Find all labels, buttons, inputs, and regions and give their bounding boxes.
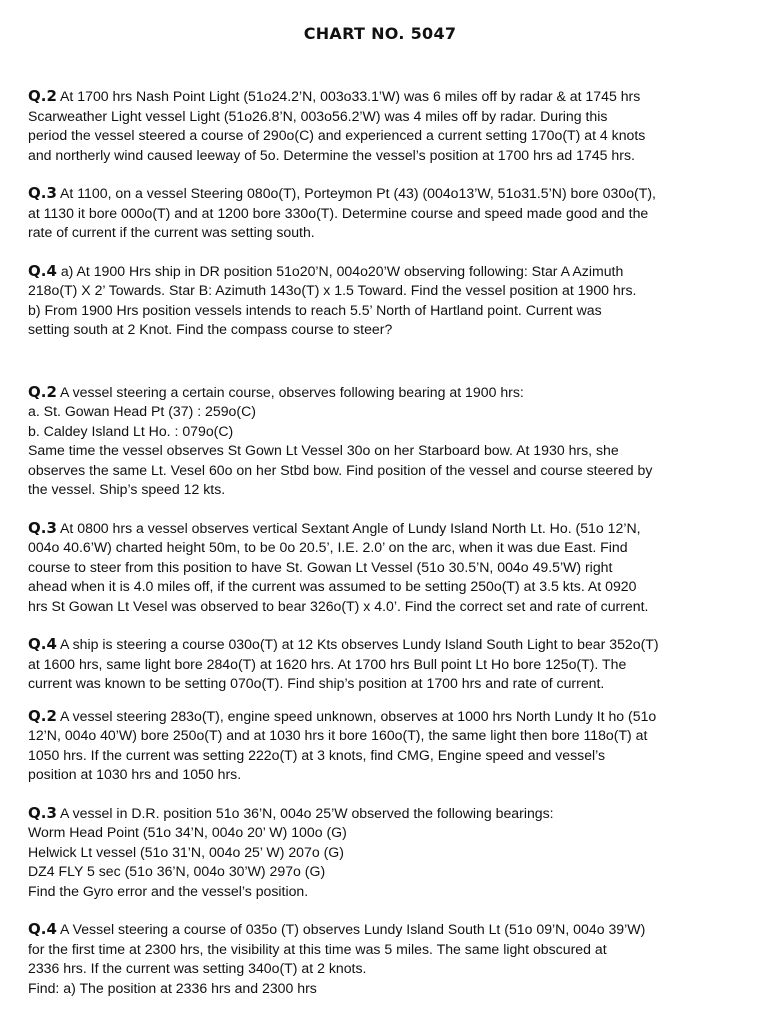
question-line: position at 1030 hrs and 1050 hrs. xyxy=(28,766,242,782)
question-line: 2336 hrs. If the current was setting 340o(T) at 2 knots. xyxy=(28,960,367,976)
question-number: Q.4 xyxy=(28,920,57,938)
question-number: Q.2 xyxy=(28,706,57,725)
question-line: Helwick Lt vessel (51o 31’N, 004o 25’ W) 207o (G) xyxy=(28,843,344,860)
question-line xyxy=(28,635,718,655)
question-line: DZ4 FLY 5 sec (51o 36’N, 004o 30’W) 297o (G) xyxy=(28,863,326,879)
question-list xyxy=(28,87,718,998)
question-number: Q.3 xyxy=(28,803,57,822)
question-text: At 0800 hrs a vessel observes vertical Sextant Angle of Lundy Island North Lt. Ho. (51o 12’N, xyxy=(60,519,641,536)
question-text: A Vessel steering a course of 035o (T) observes Lundy Island South Lt (51o 09’N, 004o 39’W) xyxy=(60,921,646,937)
question-line: Find: a) The position at 2336 hrs and 2300 hrs xyxy=(28,979,317,996)
question-line: at 1600 hrs, same light bore 284o(T) at 1620 hrs. At 1700 hrs Bull point Lt Ho bore 125o(T). The xyxy=(28,655,627,672)
question-line xyxy=(28,383,718,403)
question-line: ahead when it is 4.0 miles off, if the current was assumed to be setting 250o(T) at 3.5 kts. At 0920 xyxy=(28,578,637,594)
question-line: the vessel. Ship’s speed 12 kts. xyxy=(28,481,226,497)
question-line: 12’N, 004o 40’W) bore 250o(T) and at 1030 hrs it bore 160o(T), the same light then bore 118o(T) at xyxy=(28,727,648,743)
page-title: CHART NO. 5047 xyxy=(303,24,457,43)
question-text: A ship is steering a course 030o(T) at 12 Kts observes Lundy Island South Light to bear 352o(T) xyxy=(60,636,659,652)
question-number: Q.2 xyxy=(28,382,57,401)
question-text: A vessel steering a certain course, observes following bearing at 1900 hrs: xyxy=(60,383,524,400)
question-line: b. Caldey Island Lt Ho. : 079o(C) xyxy=(28,422,234,439)
question-number: Q.2 xyxy=(28,87,57,105)
question-line: 004o 40.6’W) charted height 50m, to be 0o 20.5’, I.E. 2.0’ on the arc, when it was due East. Find xyxy=(28,539,628,555)
question-9 xyxy=(28,920,718,998)
question-line: for the first time at 2300 hrs, the visibility at this time was 5 miles. The same light obscured at xyxy=(28,940,607,957)
question-line: period the vessel steered a course of 290o(C) and experienced a current setting 170o(T) at 4 knots xyxy=(28,127,646,143)
question-3 xyxy=(28,262,718,340)
question-number: Q.4 xyxy=(28,261,57,280)
question-number: Q.4 xyxy=(28,635,57,653)
question-line: b) From 1900 Hrs position vessels intends to reach 5.5’ North of Hartland point. Current was xyxy=(28,301,602,318)
question-line: course to steer from this position to have St. Gowan Lt Vessel (51o 30.5’N, 004o 49.5’W) right xyxy=(28,558,613,575)
question-text: A vessel in D.R. position 51o 36’N, 004o 25’W observed the following bearings: xyxy=(60,804,554,821)
question-line: observes the same Lt. Vesel 60o on her Stbd bow. Find position of the vessel and course steered by xyxy=(28,461,653,478)
question-text: At 1100, on a vessel Steering 080o(T), Porteymon Pt (43) (004o13’W, 51o31.5’N) bore 030o(T), xyxy=(60,185,656,201)
question-text: A vessel steering 283o(T), engine speed unknown, observes at 1000 hrs North Lundy It ho (51o xyxy=(60,707,657,724)
question-line: current was known to be setting 070o(T). Find ship’s position at 1700 hrs and rate of current. xyxy=(28,675,605,691)
question-line xyxy=(28,184,718,204)
question-text: At 1700 hrs Nash Point Light (51o24.2’N, 003o33.1’W) was 6 miles off by radar & at 1745 hrs xyxy=(60,88,641,104)
question-6 xyxy=(28,635,718,694)
question-line: setting south at 2 Knot. Find the compass course to steer? xyxy=(28,321,393,337)
question-line: 218o(T) X 2’ Towards. Star B: Azimuth 143o(T) x 1.5 Toward. Find the vessel position at 1900 hrs. xyxy=(28,282,637,298)
question-line xyxy=(28,87,718,107)
question-4 xyxy=(28,383,718,500)
question-line xyxy=(28,920,718,940)
question-line: Scarweather Light vessel Light (51o26.8’N, 003o56.2’W) was 4 miles off by radar. During this xyxy=(28,107,608,124)
question-line: Find the Gyro error and the vessel’s position. xyxy=(28,882,309,899)
question-1 xyxy=(28,87,718,165)
question-line xyxy=(28,262,718,282)
question-line: hrs St Gowan Lt Vesel was observed to bear 326o(T) x 4.0’. Find the correct set and rate of current. xyxy=(28,597,649,614)
question-text: a) At 1900 Hrs ship in DR position 51o20’N, 004o20’W observing following: Star A Azimuth xyxy=(60,262,624,279)
question-5 xyxy=(28,519,718,617)
question-line xyxy=(28,804,718,824)
question-line xyxy=(28,519,718,539)
question-line: 1050 hrs. If the current was setting 222o(T) at 3 knots, find CMG, Engine speed and vessel’s xyxy=(28,746,606,763)
question-line xyxy=(28,707,718,727)
question-line: at 1130 it bore 000o(T) and at 1200 bore 330o(T). Determine course and speed made good and the xyxy=(28,204,649,221)
question-8 xyxy=(28,804,718,902)
question-line: and northerly wind caused leeway of 5o. Determine the vessel’s position at 1700 hrs ad 1745 hrs. xyxy=(28,146,635,163)
question-number: Q.3 xyxy=(28,184,57,202)
question-line: Same time the vessel observes St Gown Lt Vessel 30o on her Starboard bow. At 1930 hrs, she xyxy=(28,442,619,458)
question-2 xyxy=(28,184,718,243)
question-7 xyxy=(28,707,718,785)
question-line: rate of current if the current was setting south. xyxy=(28,224,315,240)
question-line: Worm Head Point (51o 34’N, 004o 20’ W) 100o (G) xyxy=(28,824,347,840)
question-line: a. St. Gowan Head Pt (37) : 259o(C) xyxy=(28,403,256,419)
question-number: Q.3 xyxy=(28,518,57,537)
